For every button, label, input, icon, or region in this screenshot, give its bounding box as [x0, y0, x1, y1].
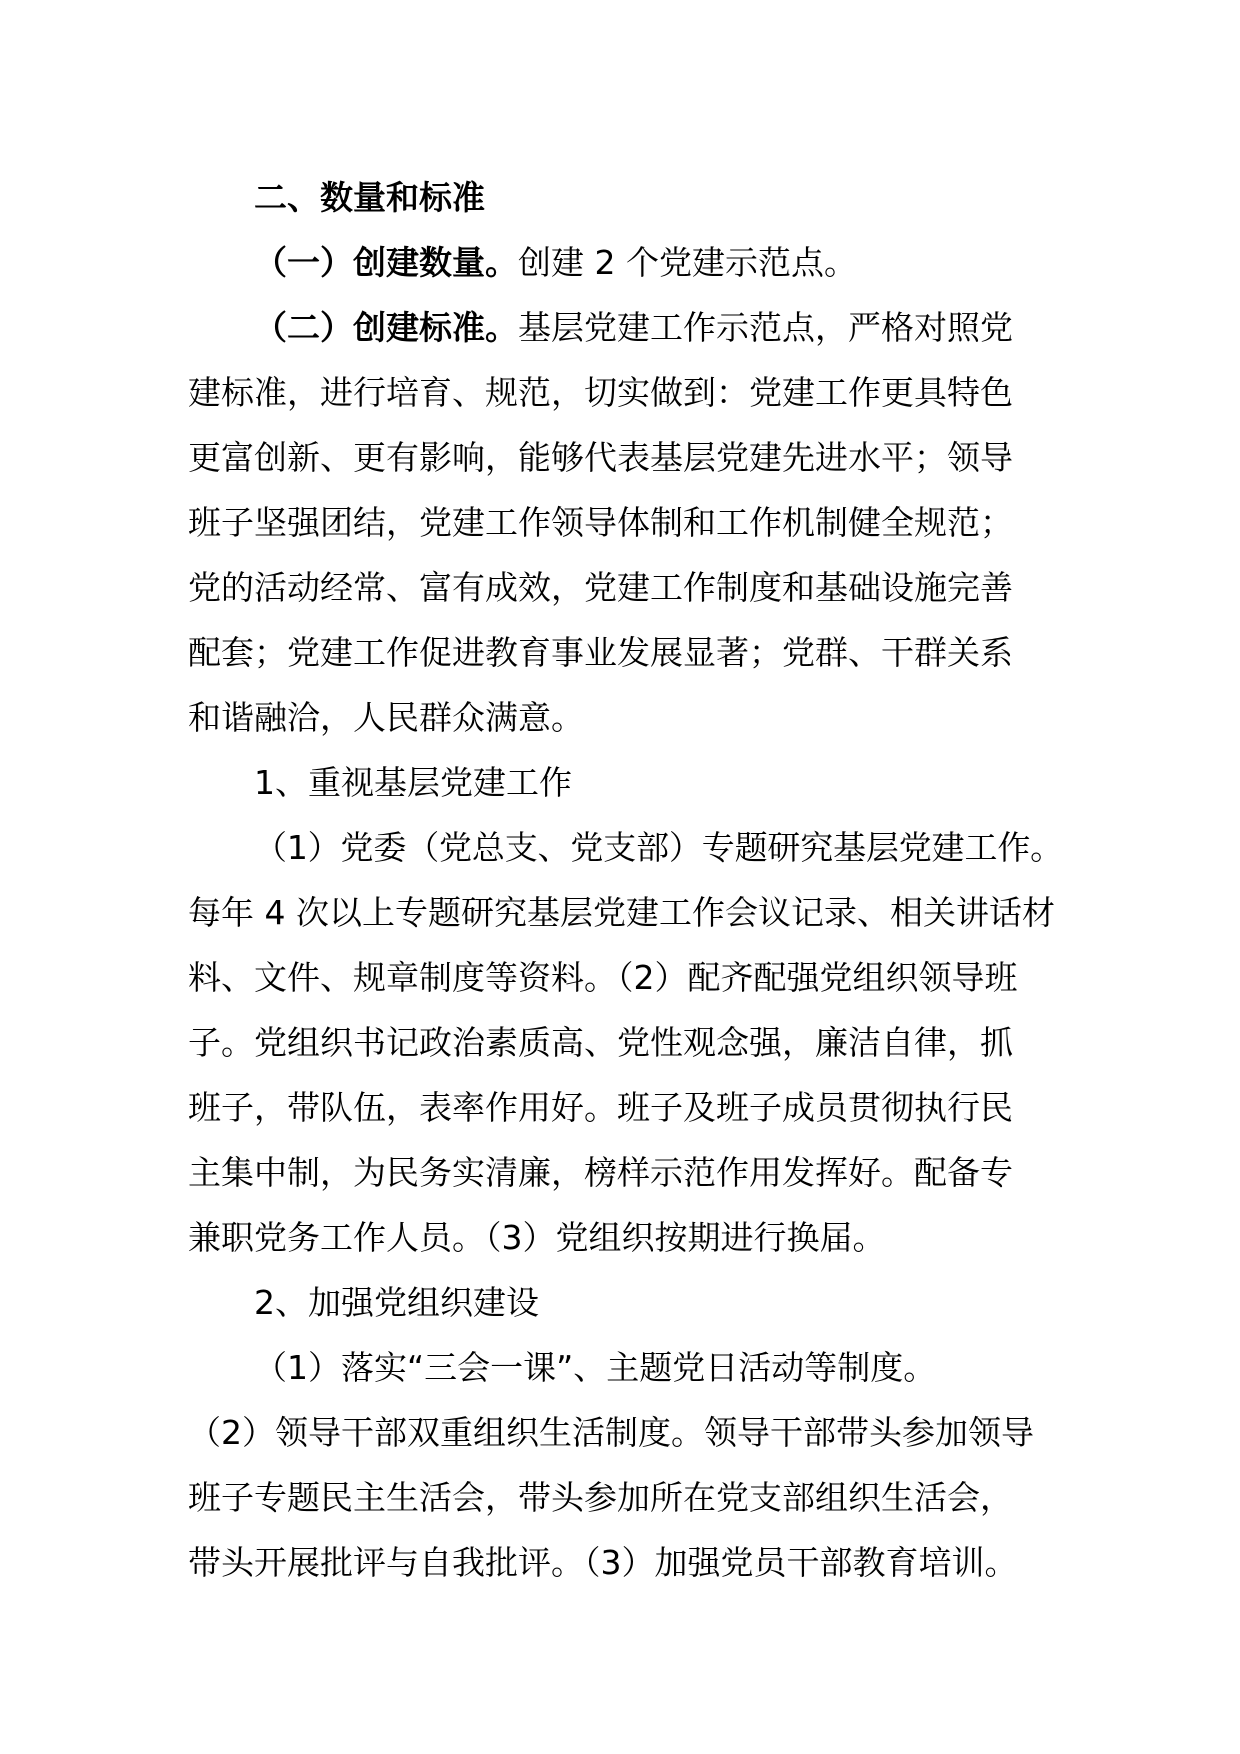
item1-paragraph [188, 230, 1063, 295]
section-heading: 二、数量和标准 [254, 178, 485, 217]
item2-first-line [188, 295, 1063, 360]
item2-line: 班子坚强团结，党建工作领导体制和工作机制健全规范； [188, 503, 1013, 542]
sub2-line: （1）落实“三会一课”、主题党日活动等制度。 [254, 1348, 937, 1387]
item2-line: 和谐融洽，人民群众满意。 [188, 698, 584, 737]
sub2-line: 带头开展批评与自我批评。（3）加强党员干部教育培训。 [188, 1543, 1018, 1582]
item1-text: 创建 2 个党建示范点。 [518, 243, 857, 282]
sub1-line: 兼职党务工作人员。（3）党组织按期进行换届。 [188, 1218, 886, 1257]
sub2-title: 2、加强党组织建设 [254, 1283, 539, 1322]
item2-label: （二）创建标准。 [254, 308, 518, 347]
item2-line: 更富创新、更有影响，能够代表基层党建先进水平；领导 [188, 438, 1013, 477]
sub1-title: 1、重视基层党建工作 [254, 763, 572, 802]
sub1-line: 主集中制，为民务实清廉，榜样示范作用发挥好。配备专 [188, 1153, 1013, 1192]
sub1-line: 每年 4 次以上专题研究基层党建工作会议记录、相关讲话材 [188, 893, 1055, 932]
sub1-line: 子。党组织书记政治素质高、党性观念强，廉洁自律，抓 [188, 1023, 1013, 1062]
sub1-line: 料、文件、规章制度等资料。（2）配齐配强党组织领导班 [188, 958, 1018, 997]
document-page [188, 165, 1063, 1595]
item2-line: 配套；党建工作促进教育事业发展显著；党群、干群关系 [188, 633, 1013, 672]
item2-line: 建标准，进行培育、规范，切实做到：党建工作更具特色 [188, 373, 1013, 412]
item2-line: 党的活动经常、富有成效，党建工作制度和基础设施完善 [188, 568, 1013, 607]
item2-line: 基层党建工作示范点，严格对照党 [518, 308, 1013, 347]
item1-label: （一）创建数量。 [254, 243, 518, 282]
sub1-line: （1）党委（党总支、党支部）专题研究基层党建工作。 [254, 828, 1063, 867]
sub2-line: （2）领导干部双重组织生活制度。领导干部带头参加领导 [188, 1413, 1034, 1452]
sub1-line: 班子，带队伍，表率作用好。班子及班子成员贯彻执行民 [188, 1088, 1013, 1127]
sub2-line: 班子专题民主生活会，带头参加所在党支部组织生活会， [188, 1478, 1013, 1517]
